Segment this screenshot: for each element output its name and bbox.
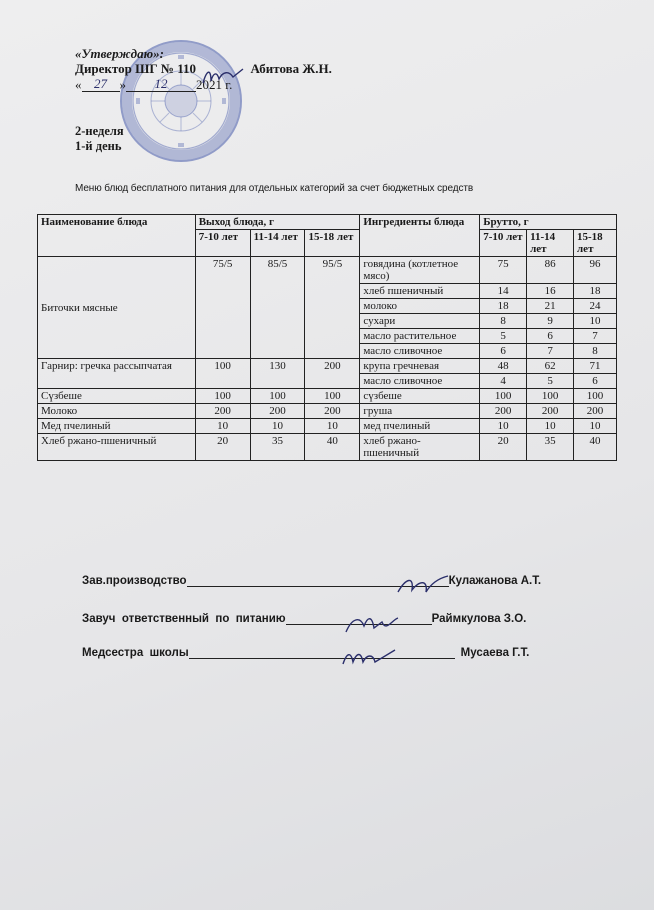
gross-cell: 48	[480, 359, 527, 374]
yield-cell: 10	[195, 419, 250, 434]
approval-block	[75, 46, 332, 92]
ingredient-cell: говядина (котлетное мясо)	[360, 257, 480, 284]
gross-cell: 200	[480, 404, 527, 419]
gross-cell: 7	[527, 344, 574, 359]
handwritten-signature	[392, 574, 452, 600]
week-label: 2-неделя	[75, 124, 124, 138]
handwritten-signature	[339, 646, 399, 672]
gross-cell: 5	[527, 374, 574, 389]
menu-table-body	[38, 257, 617, 461]
gross-cell: 5	[480, 329, 527, 344]
header-age-11-14: 11-14 лет	[250, 230, 305, 257]
gross-cell: 9	[527, 314, 574, 329]
gross-cell: 100	[527, 389, 574, 404]
yield-cell: 75/5	[195, 257, 250, 359]
yield-cell: 100	[305, 389, 360, 404]
ingredient-cell: хлеб ржано-пшеничный	[360, 434, 480, 461]
table-row	[38, 389, 617, 404]
gross-cell: 100	[480, 389, 527, 404]
ingredient-cell: мед пчелиный	[360, 419, 480, 434]
yield-cell: 200	[305, 359, 360, 389]
approval-label: «Утверждаю»:	[75, 46, 164, 61]
yield-cell: 200	[305, 404, 360, 419]
dish-name-cell: Сүзбеше	[38, 389, 196, 404]
gross-cell: 18	[574, 284, 617, 299]
gross-cell: 10	[527, 419, 574, 434]
gross-cell: 6	[574, 374, 617, 389]
yield-cell: 130	[250, 359, 305, 389]
yield-cell: 200	[250, 404, 305, 419]
menu-table	[37, 214, 617, 461]
date-year: 2021 г.	[196, 77, 233, 92]
gross-cell: 86	[527, 257, 574, 284]
signature-line	[189, 658, 455, 659]
director-name: Абитова Ж.Н.	[250, 61, 332, 76]
header-age-15-18: 15-18 лет	[305, 230, 360, 257]
gross-cell: 71	[574, 359, 617, 374]
yield-cell: 95/5	[305, 257, 360, 359]
signature-role: Зав.производство	[82, 575, 187, 587]
gross-cell: 16	[527, 284, 574, 299]
ingredient-cell: груша	[360, 404, 480, 419]
ingredient-cell: масло растительное	[360, 329, 480, 344]
ingredient-cell: сүзбеше	[360, 389, 480, 404]
gross-cell: 7	[574, 329, 617, 344]
date-day: 27	[82, 76, 120, 92]
gross-cell: 21	[527, 299, 574, 314]
table-row	[38, 419, 617, 434]
signature-row-production	[82, 575, 541, 587]
gross-cell: 14	[480, 284, 527, 299]
yield-cell: 40	[305, 434, 360, 461]
dish-name-cell: Гарнир: гречка рассыпчатая	[38, 359, 196, 389]
gross-cell: 40	[574, 434, 617, 461]
gross-cell: 200	[527, 404, 574, 419]
yield-cell: 100	[195, 389, 250, 404]
gross-cell: 8	[480, 314, 527, 329]
gross-cell: 100	[574, 389, 617, 404]
gross-cell: 10	[574, 419, 617, 434]
yield-cell: 200	[195, 404, 250, 419]
yield-cell: 100	[250, 389, 305, 404]
dish-name-cell: Молоко	[38, 404, 196, 419]
yield-cell: 10	[250, 419, 305, 434]
yield-cell: 20	[195, 434, 250, 461]
gross-cell: 20	[480, 434, 527, 461]
header-gross-15-18: 15-18 лет	[574, 230, 617, 257]
ingredient-cell: крупа гречневая	[360, 359, 480, 374]
yield-cell: 100	[195, 359, 250, 389]
ingredient-cell: молоко	[360, 299, 480, 314]
yield-cell: 35	[250, 434, 305, 461]
ingredient-cell: масло сливочное	[360, 344, 480, 359]
director-line: Директор ШГ № 110 Абитова Ж.Н.	[75, 61, 332, 76]
header-gross-11-14: 11-14 лет	[527, 230, 574, 257]
table-row	[38, 257, 617, 284]
gross-cell: 10	[574, 314, 617, 329]
table-row	[38, 404, 617, 419]
table-row	[38, 434, 617, 461]
gross-cell: 18	[480, 299, 527, 314]
header-yield: Выход блюда, г	[195, 215, 360, 230]
header-age-7-10: 7-10 лет	[195, 230, 250, 257]
signature-name: Кулажанова А.Т.	[448, 575, 542, 587]
gross-cell: 6	[480, 344, 527, 359]
dish-name-cell: Хлеб ржано-пшеничный	[38, 434, 196, 461]
handwritten-signature	[342, 612, 402, 638]
header-gross-7-10: 7-10 лет	[480, 230, 527, 257]
header-dish: Наименование блюда	[38, 215, 196, 257]
menu-title: Меню блюд бесплатного питания для отдельных категорий за счет бюджетных средств	[75, 183, 474, 194]
signature-name: Раймкулова З.О.	[431, 613, 527, 625]
signature-role: Медсестра школы	[82, 647, 189, 659]
gross-cell: 24	[574, 299, 617, 314]
dish-name-cell: Мед пчелиный	[38, 419, 196, 434]
table-row	[38, 359, 617, 374]
signature-row-head-teacher	[82, 613, 526, 625]
gross-cell: 200	[574, 404, 617, 419]
header-ingredients: Ингредиенты блюда	[360, 215, 480, 257]
signature-role: Завуч ответственный по питанию	[82, 613, 286, 625]
signature-line	[286, 624, 432, 625]
signature-line	[187, 586, 449, 587]
week-block	[75, 124, 124, 154]
gross-cell: 75	[480, 257, 527, 284]
header-gross: Брутто, г	[480, 215, 617, 230]
gross-cell: 10	[480, 419, 527, 434]
gross-cell: 35	[527, 434, 574, 461]
ingredient-cell: хлеб пшеничный	[360, 284, 480, 299]
ingredient-cell: масло сливочное	[360, 374, 480, 389]
gross-cell: 62	[527, 359, 574, 374]
gross-cell: 6	[527, 329, 574, 344]
gross-cell: 8	[574, 344, 617, 359]
yield-cell: 10	[305, 419, 360, 434]
gross-cell: 4	[480, 374, 527, 389]
ingredient-cell: сухари	[360, 314, 480, 329]
date-month: 12	[126, 76, 196, 92]
signature-name: Мусаева Г.Т.	[460, 647, 530, 659]
day-label: 1-й день	[75, 139, 122, 153]
dish-name-cell: Биточки мясные	[38, 257, 196, 359]
gross-cell: 96	[574, 257, 617, 284]
yield-cell: 85/5	[250, 257, 305, 359]
signature-row-nurse	[82, 647, 529, 659]
approval-date: « 27 » 12 2021 г.	[75, 76, 233, 92]
